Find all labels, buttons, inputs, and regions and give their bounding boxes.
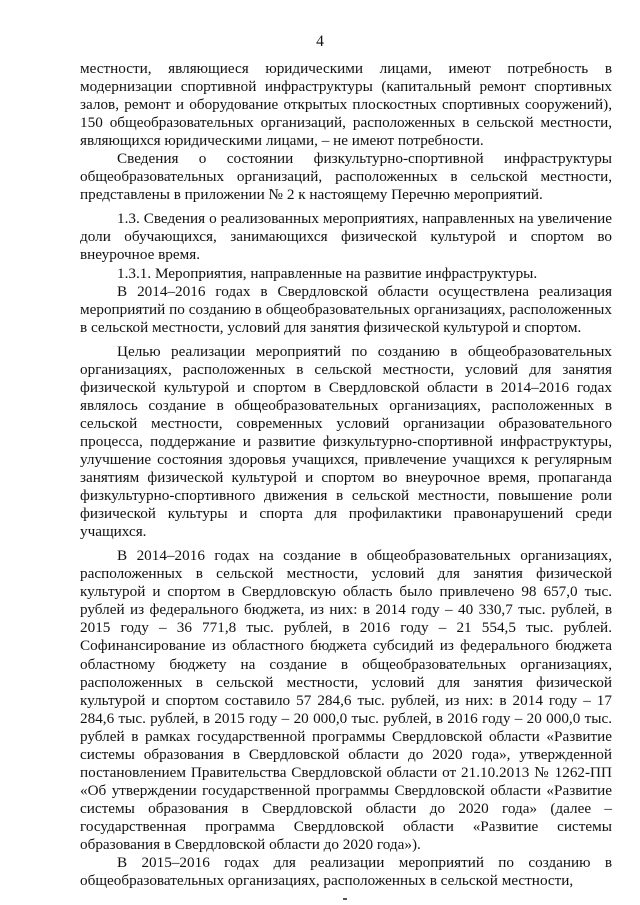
- paragraph-infrastructure-info: Сведения о состоянии физкультурно-спортивной инфраструктуры общеобразовательных организаций, расположенных в сельской местности, представлены в приложении № 2 к настоящему Перечню мероприятий.: [80, 150, 612, 204]
- paragraph-continuation: местности, являющиеся юридическими лицами, имеют потребность в модернизации спортивной инфраструктуры (капитальный ремонт спортивных залов, ремонт и оборудование открытых плоскостных спортивных сооружений), 150 общеобразовательных организаций, расположенных в сельской местности, являющихся юридическими лицами, – не имеют потребности.: [80, 60, 612, 150]
- paragraph-implementation: В 2014–2016 годах в Свердловской области осуществлена реализация мероприятий по созданию в общеобразовательных организациях, расположенных в сельской местности, условий для занятия физической культурой и спортом.: [80, 282, 612, 336]
- paragraph-2015-2016: В 2015–2016 годах для реализации мероприятий по созданию в общеобразовательных организациях, расположенных в сельской местности,: [80, 854, 612, 890]
- paragraph-funding: В 2014–2016 годах на создание в общеобразовательных организациях, расположенных в сельской местности, условий для занятия физической культурой и спортом в Свердловскую область было привлечено 98 657,0 тыс. рублей из федерального бюджета, из них: в 2014 году – 40 330,7 тыс. рублей, в 2015 году – 36 771,8 тыс. рублей, в 2016 году – 21 554,5 тыс. рублей. Софинансирование из областного бюджета субсидий из федерального бюджета областному бюджету на создание в общеобразовательных организациях, расположенных в сельской местности, условий для занятия физической культурой и спортом составило 57 284,6 тыс. рублей, из них: в 2014 году – 17 284,6 тыс. рублей, в 2015 году – 20 000,0 тыс. рублей, в 2016 году – 20 000,0 тыс. рублей в рамках государственной программы Свердловской области «Развитие системы образования в Свердловской области до 2020 года», утвержденной постановлением Правительства Свердловской области от 21.10.2013 № 1262-ПП «Об утверждении государственной программы Свердловской области «Развитие системы образования в Свердловской области до 2020 года» (далее – государственная программа Свердловской области «Развитие системы образования в Свердловской области до 2020 года»).: [80, 547, 612, 853]
- scan-mark: [343, 898, 347, 900]
- subsection-heading-1-3-1: 1.3.1. Мероприятия, направленные на развитие инфраструктуры.: [117, 264, 538, 282]
- paragraph-goals: Целью реализации мероприятий по созданию в общеобразовательных организациях, расположенных в сельской местности, условий для занятия физической культурой и спортом в Свердловской области в 2014–2016 годах являлось создание в общеобразовательных организациях, расположенных в сельской местности, современных условий организации образовательного процесса, поддержание и развитие физкультурно-спортивной инфраструктуры, улучшение состояния здоровья учащихся, привлечение учащихся к регулярным занятиям физической культурой и спортом во внеурочное время, пропаганда физкультурно-спортивного движения в сельской местности, повышение роли физической культуры и спорта для профилактики правонарушений среди учащихся.: [80, 342, 612, 541]
- document-body: [80, 60, 612, 890]
- section-heading-1-3: 1.3. Сведения о реализованных мероприятиях, направленных на увеличение доли обучающихся, занимающихся физической культурой и спортом во внеурочное время.: [80, 210, 612, 264]
- page-number: 4: [316, 33, 324, 50]
